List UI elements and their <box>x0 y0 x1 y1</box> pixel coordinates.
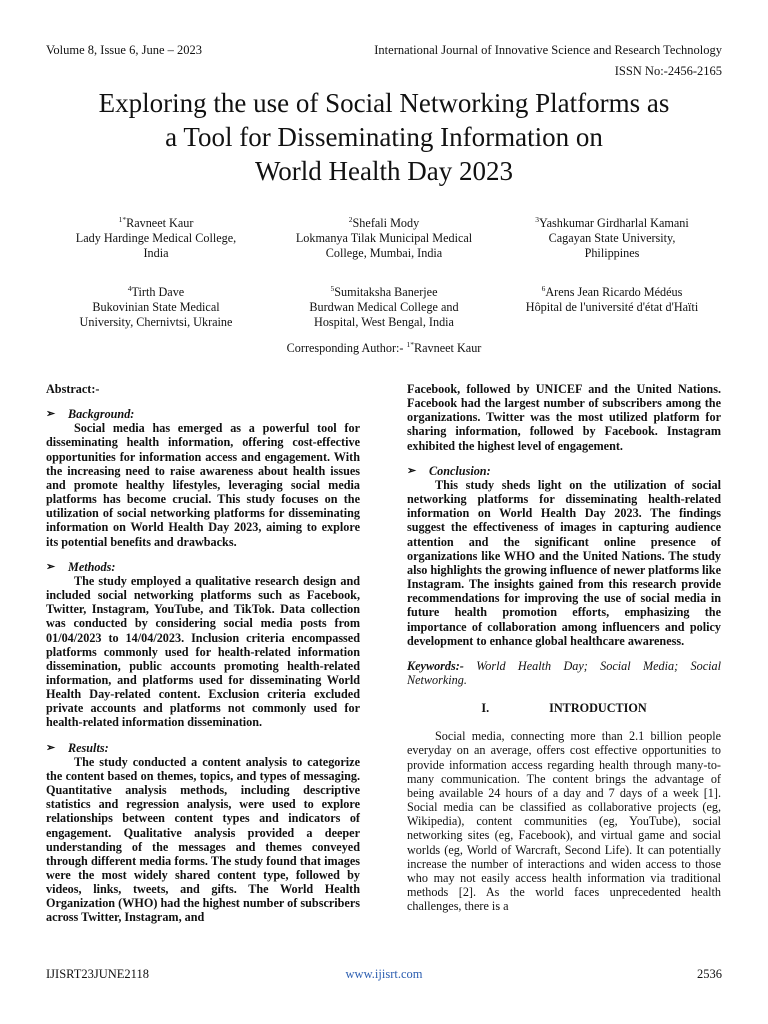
page-number: 2536 <box>697 967 722 981</box>
paper-id: IJISRT23JUNE2118 <box>46 967 149 981</box>
keywords <box>407 659 721 687</box>
author-sup: 5 <box>330 284 335 294</box>
author-affiliation: Bukovinian State Medical <box>92 300 220 315</box>
background-paragraph: Social media has emerged as a powerful tool for disseminating health information, offering cost-effective opportunities for information access and engagement. With the increasing need to raise awareness about health issues and promote healthy lifestyles, leveraging social media platforms has become crucial. This study focuses on the utilization of social networking platforms for disseminating information on World Health Day 2023, aiming to explore its potential benefits and drawbacks. <box>46 421 360 549</box>
corresponding-sup: 1* <box>406 340 414 349</box>
arrow-bullet-icon: ➢ <box>46 408 56 421</box>
author-name: Shefali Mody <box>352 216 420 231</box>
methods-paragraph: The study employed a qualitative research design and included social networking platforms such as Facebook, Twitter, Instagram, YouTube, and TikTok. Data collection was conducted by considering social media posts from 01/04/2023 to 14/04/2023. Inclusion criteria encompassed platforms commonly used for health-related information dissemination, public accounts promoting health-related information, and platforms used for disseminating World Health Day-related content. Exclusion criteria excluded private accounts and platforms not commonly used for health-related information dissemination. <box>46 573 360 730</box>
author-sup: 3 <box>535 215 540 224</box>
arrow-bullet-icon: ➢ <box>46 560 56 573</box>
conclusion-paragraph: This study sheds light on the utilization of social networking platforms for disseminating health-related information on World Health Day 2023. The findings suggest the effectiveness of images in capturing audience attention and the significant online presence of organizations like WHO and the United Nations. The study also highlights the growing influence of newer platforms like Instagram. The insights gained from this research provide recommendations for improving the use of social media in future health promotion efforts, emphasizing the importance of collaboration among influencers and policy development to enhance global healthcare awareness. <box>407 477 721 648</box>
author-row <box>46 281 722 330</box>
results-heading <box>46 741 360 755</box>
author-affiliation: Lady Hardinge Medical College, <box>75 231 237 246</box>
methods-heading-text: Methods: <box>68 559 116 574</box>
author <box>46 281 266 330</box>
author-affiliation: Hospital, West Bengal, India <box>314 315 454 330</box>
left-column <box>46 382 360 925</box>
author <box>274 212 494 261</box>
conclusion-heading-text: Conclusion: <box>429 463 491 478</box>
intro-paragraph: Social media, connecting more than 2.1 billion people everyday on an average, offers cost effective opportunities to provide information access regarding health through many-to-many communication. The content brings the advantage of being available 24 hours of a day and 7 days of a week [1]. Social media can be classified as collaborative projects (eg, Wikipedia), content communities (eg, YouTube), social networking sites (eg, Facebook), and virtual game and social worlds (eg, World of Warcraft, Second Life). It can potentially increase the number of interactions and widen access to those who may not easily access health information via traditional methods [2]. As the world faces unprecedented health challenges, there is a <box>407 729 721 914</box>
keywords-text: World Health Day; Social Media; Social Networking. <box>407 658 721 687</box>
journal-name: International Journal of Innovative Science and Research Technology <box>374 43 722 57</box>
author-row <box>46 212 722 261</box>
author-name: Tirth Dave <box>131 285 185 300</box>
results-continued-paragraph: Facebook, followed by UNICEF and the United Nations. Facebook had the largest number of subscribers among the organizations. Twitter was the most utilized platform for sharing information, followed by Facebook. Instagram exhibited the highest level of engagement. <box>407 382 721 453</box>
author-affiliation: University, Chernivtsi, Ukraine <box>79 315 233 330</box>
author-affiliation: India <box>143 246 169 261</box>
author <box>274 281 494 330</box>
author <box>46 212 266 261</box>
right-column <box>407 382 721 913</box>
intro-number: I. <box>481 701 490 716</box>
abstract-label: Abstract:- <box>46 382 100 396</box>
author-sup: 4 <box>127 284 132 294</box>
author-name: Yashkumar Girdharlal Kamani <box>539 216 689 231</box>
results-paragraph: The study conducted a content analysis to categorize the content based on themes, topics, and types of messaging. Quantitative analysis methods, including descriptive statistics and regression analysis, were used to explore relationships between content types and indicators of engagement. Qualitative analysis provided a deeper understanding of the messages and themes conveyed through different media forms. The study found that images were the most widely shared content type, followed by videos, links, tweets, and gifts. The World Health Organization (WHO) had the highest number of subscribers across Twitter, Instagram, and <box>46 754 360 925</box>
journal-website-link[interactable]: www.ijisrt.com <box>345 967 423 981</box>
title-line: a Tool for Disseminating Information on <box>165 122 603 152</box>
corresponding-author <box>0 340 768 356</box>
author-affiliation: Hôpital de l'université d'état d'Haïti <box>525 300 699 315</box>
author-affiliation: Cagayan State University, <box>548 231 676 246</box>
author-affiliation: Philippines <box>584 246 640 261</box>
results-heading-text: Results: <box>68 740 109 755</box>
paper-title <box>40 86 728 188</box>
corresponding-name: Ravneet Kaur <box>414 341 482 356</box>
arrow-bullet-icon: ➢ <box>407 464 417 477</box>
intro-heading <box>407 701 721 715</box>
title-line: Exploring the use of Social Networking Platforms as <box>98 88 670 118</box>
author-name: Sumitaksha Banerjee <box>334 285 438 300</box>
author-name: Ravneet Kaur <box>126 216 194 231</box>
author-sup: 2 <box>348 215 353 224</box>
author <box>502 281 722 330</box>
author-sup: 1* <box>118 215 127 224</box>
arrow-bullet-icon: ➢ <box>46 741 56 754</box>
conclusion-heading <box>407 464 721 478</box>
author-affiliation: Burdwan Medical College and <box>309 300 459 315</box>
author-name: Arens Jean Ricardo Médéus <box>545 285 683 300</box>
background-heading-text: Background: <box>68 407 135 422</box>
issn: ISSN No:-2456-2165 <box>614 64 722 78</box>
intro-title: INTRODUCTION <box>549 701 647 716</box>
title-line: World Health Day 2023 <box>254 156 514 186</box>
methods-heading <box>46 560 360 574</box>
author-block <box>46 212 722 330</box>
background-heading <box>46 407 360 421</box>
corresponding-label: Corresponding Author:- <box>286 341 404 356</box>
author-affiliation: Lokmanya Tilak Municipal Medical <box>295 231 473 246</box>
author-sup: 6 <box>541 284 546 294</box>
volume-issue: Volume 8, Issue 6, June – 2023 <box>46 43 203 57</box>
author-affiliation: College, Mumbai, India <box>325 246 443 261</box>
author <box>502 212 722 261</box>
keywords-label: Keywords:- <box>407 658 464 673</box>
